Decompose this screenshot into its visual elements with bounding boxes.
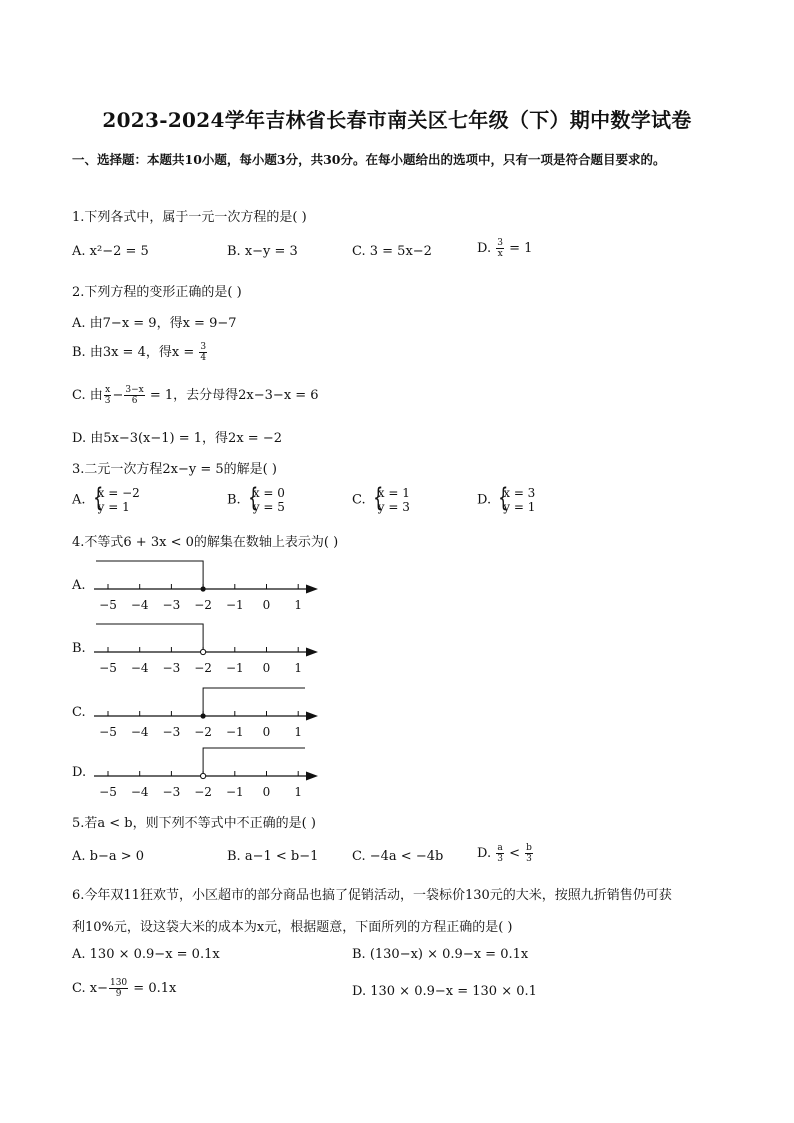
question-3-stem: 3.二元一次方程2x−y = 5的解是( ): [72, 462, 277, 477]
q1-option-b: B. x−y = 3: [227, 244, 298, 259]
q1-option-a: A. x²−2 = 5: [72, 244, 149, 259]
number-line-tick-label: 0: [262, 725, 271, 739]
q5-option-d: D. $\frac{a}{3}$ < $\frac{b}{3}$: [477, 843, 532, 864]
equation-system: { x = −2 y = 1: [92, 483, 140, 514]
number-line-tick-label: −4: [130, 598, 149, 612]
question-1-stem: 1.下列各式中，属于一元一次方程的是( ): [72, 210, 307, 225]
question-4-stem: 4.不等式6 + 3x < 0的解集在数轴上表示为( ): [72, 535, 339, 550]
q6-option-c: C. x− $\frac{130}{9}$ = 0.1x: [72, 978, 177, 999]
equation-system: { x = 0 y = 5: [248, 483, 285, 514]
endpoint-open: [201, 773, 206, 778]
equation-system: { x = 3 y = 1: [498, 483, 536, 514]
solution-bracket: [96, 624, 203, 652]
q6-option-b: B. (130−x) × 0.9−x = 0.1x: [352, 947, 529, 962]
option-label: C.: [352, 492, 366, 508]
page-title: 2023-2024学年吉林省长春市南关区七年级（下）期中数学试卷: [102, 108, 692, 132]
number-line-tick-label: −1: [225, 785, 244, 799]
equation-line-2: y = 5: [252, 500, 285, 514]
solution-bracket: [203, 688, 305, 716]
question-6-stem-line1: 6.今年双11狂欢节，小区超市的部分商品也搞了促销活动，一袋标价130元的大米，按照九折销售仍可获: [72, 888, 672, 903]
question-2-stem: 2.下列方程的变形正确的是( ): [72, 285, 242, 300]
number-line-tick-label: −5: [99, 661, 117, 675]
number-line-tick-label: 1: [294, 598, 303, 612]
q2-option-b: B. 由3x = 4，得x = $\frac{3}{4}$: [72, 342, 207, 363]
equation-line-2: y = 1: [503, 500, 536, 514]
equation-line-1: x = 1: [377, 486, 410, 500]
number-line-tick-label: −3: [162, 785, 181, 799]
number-line-tick-label: −3: [162, 598, 181, 612]
solution-bracket: [203, 748, 305, 776]
number-line-tick-label: −1: [225, 725, 244, 739]
q4-option-label: B.: [72, 641, 86, 656]
q4-option-label: C.: [72, 705, 86, 720]
number-line-tick-label: −3: [162, 661, 181, 675]
endpoint-solid: [201, 713, 206, 718]
number-line-arrow: [306, 648, 318, 657]
number-line-tick-label: −2: [194, 725, 212, 739]
equation-line-2: y = 3: [377, 500, 410, 514]
equation-line-1: x = 3: [503, 486, 536, 500]
number-line-arrow: [306, 772, 318, 781]
number-line-tick-label: −1: [225, 661, 244, 675]
equation-line-2: y = 1: [97, 500, 130, 514]
q5-option-c: C. −4a < −4b: [352, 849, 444, 864]
q5-option-b: B. a−1 < b−1: [227, 849, 319, 864]
question-6-stem-line2: 利10%元，设这袋大米的成本为x元，根据题意，下面所列的方程正确的是( ): [72, 920, 513, 935]
number-line-tick-label: −2: [194, 785, 212, 799]
option-label: B.: [227, 492, 241, 508]
number-line-tick-label: −5: [99, 598, 117, 612]
question-5-stem: 5.若a < b，则下列不等式中不正确的是( ): [72, 816, 316, 831]
number-line-tick-label: −2: [194, 598, 212, 612]
number-line-tick-label: 1: [294, 661, 303, 675]
q2-option-a: A. 由7−x = 9，得x = 9−7: [72, 316, 237, 331]
q6-option-d: D. 130 × 0.9−x = 130 × 0.1: [352, 984, 537, 999]
number-line-tick-label: −2: [194, 661, 212, 675]
option-label: D.: [477, 492, 492, 508]
number-line-tick-label: 1: [294, 785, 303, 799]
equation-line-1: x = −2: [97, 486, 140, 500]
q2-option-c: C. 由 $\frac{x}{3}$ − $\frac{3-x}{6}$ = 1，去分母得2x−3−x = 6: [72, 385, 319, 406]
solution-bracket: [96, 561, 203, 589]
q1-option-d: D. $\frac{3}{x}$ = 1: [477, 238, 533, 259]
number-line-tick-label: −5: [99, 725, 117, 739]
number-line-tick-label: −4: [130, 725, 149, 739]
number-line-tick-label: 1: [294, 725, 303, 739]
number-line-tick-label: −3: [162, 725, 181, 739]
number-line-tick-label: −4: [130, 661, 149, 675]
number-line-tick-label: 0: [262, 661, 271, 675]
number-line-tick-label: 0: [262, 785, 271, 799]
option-label: A.: [72, 492, 86, 508]
equation-line-1: x = 0: [252, 486, 285, 500]
q2-option-d: D. 由5x−3(x−1) = 1，得2x = −2: [72, 431, 282, 446]
number-line-tick-label: −1: [225, 598, 244, 612]
number-line-tick-label: −5: [99, 785, 117, 799]
number-line-tick-label: −4: [130, 785, 149, 799]
q1-option-c: C. 3 = 5x−2: [352, 244, 432, 259]
q5-option-a: A. b−a > 0: [72, 849, 145, 864]
endpoint-open: [201, 649, 206, 654]
q4-option-label: D.: [72, 765, 87, 780]
equation-system: { x = 1 y = 3: [373, 483, 410, 514]
q6-option-a: A. 130 × 0.9−x = 0.1x: [72, 947, 220, 962]
section-heading: 一、选择题：本题共10小题，每小题3分，共30分。在每小题给出的选项中，只有一项是符合题目要求的。: [72, 152, 666, 167]
endpoint-solid: [201, 586, 206, 591]
number-line-arrow: [306, 712, 318, 721]
number-line-arrow: [306, 585, 318, 594]
number-line-tick-label: 0: [262, 598, 271, 612]
q4-option-label: A.: [72, 578, 86, 593]
